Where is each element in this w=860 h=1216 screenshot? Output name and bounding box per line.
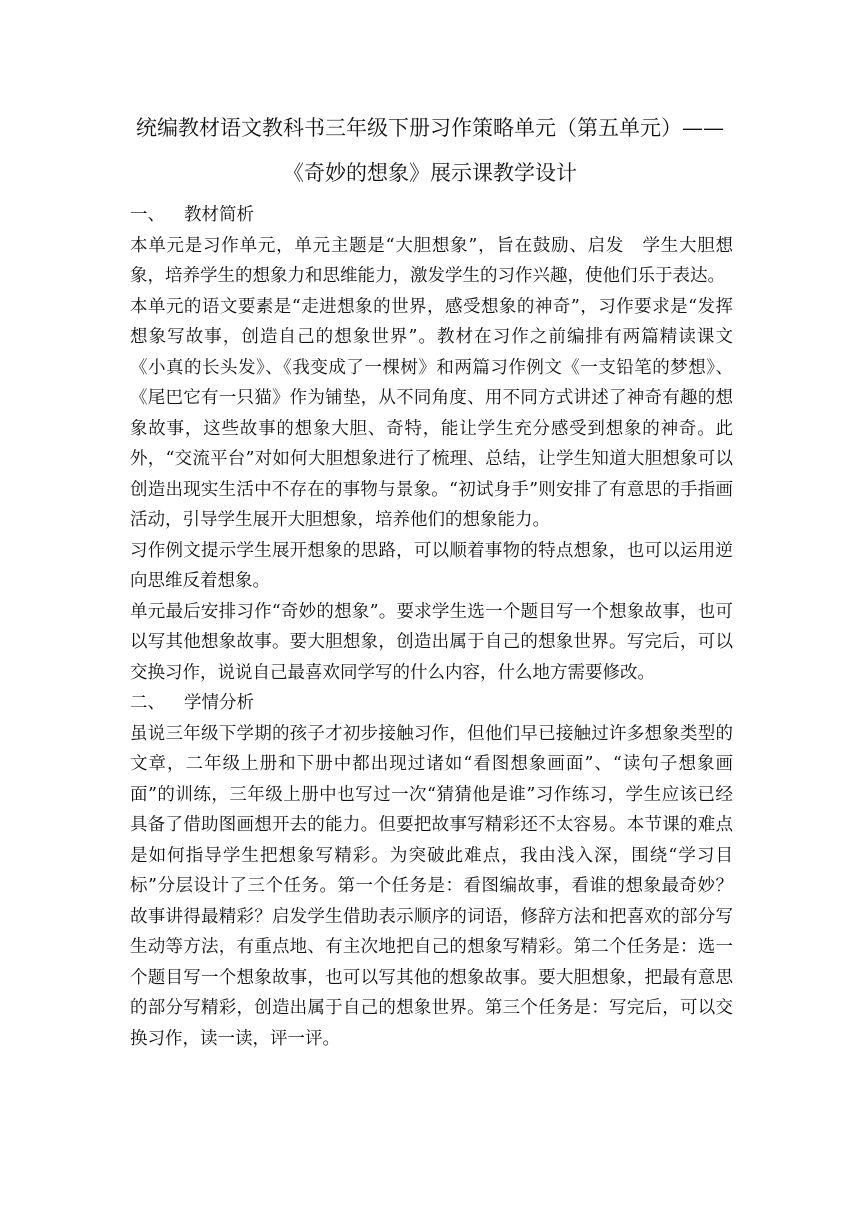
section-heading-text-2: 学情分析 xyxy=(184,693,254,713)
paragraph: 单元最后安排习作“奇妙的想象”。要求学生选一个题目写一个想象故事，也可以写其他想象故事。要大胆想象，创造出属于自己的想象世界。写完后，可以交换习作，说说自己最喜欢同学写的什么内容，什么地方需要修改。 xyxy=(130,601,733,683)
document-body xyxy=(130,200,733,1054)
section-heading-1 xyxy=(130,200,733,231)
section-number-1: 一、 xyxy=(130,205,165,225)
paragraph: 本单元是习作单元，单元主题是“大胆想象”，旨在鼓励、启发 学生大胆想象，培养学生的想象力和思维能力，激发学生的习作兴趣，使他们乐于表达。 xyxy=(130,235,733,286)
document-title-line-2: 《奇妙的想象》展示课教学设计 xyxy=(283,161,577,185)
paragraph: 本单元的语文要素是“走进想象的世界，感受想象的神奇”，习作要求是“发挥想象写故事，创造自己的想象世界”。教材在习作之前编排有两篇精读课文《小真的长头发》、《我变成了一棵树》和两篇习作例文《一支铅笔的梦想》、《尾巴它有一只猫》作为铺垫，从不同角度、用不同方式讲述了神奇有趣的想象故事，这些故事的想象大胆、奇特，能让学生充分感受到想象的神奇。此外，“交流平台”对如何大胆想象进行了梳理、总结，让学生知道大胆想象可以创造出现实生活中不存在的事物与景象。“初试身手”则安排了有意思的手指画活动，引导学生展开大胆想象，培养他们的想象能力。 xyxy=(130,296,733,530)
paragraph: 虽说三年级下学期的孩子才初步接触习作，但他们早已接触过许多想象类型的文章，二年级上册和下册中都出现过诸如“看图想象画面”、“读句子想象画面”的训练，三年级上册中也写过一次“猜猜他是谁”习作练习，学生应该已经具备了借助图画想开去的能力。但要把故事写精彩还不太容易。本节课的难点是如何指导学生把想象写精彩。为突破此难点，我由浅入深，围绕“学习目标”分层设计了三个任务。第一个任务是：看图编故事，看谁的想象最奇妙？故事讲得最精彩？启发学生借助表示顺序的词语，修辞方法和把喜欢的部分写生动等方法，有重点地、有主次地把自己的想象写精彩。第二个任务是：选一个题目写一个想象故事，也可以写其他的想象故事。要大胆想象，把最有意思的部分写精彩，创造出属于自己的想象世界。第三个任务是：写完后，可以交换习作，读一读，评一评。 xyxy=(130,723,733,1049)
section-heading-text-1: 教材简析 xyxy=(184,205,254,225)
section-number-2: 二、 xyxy=(130,693,165,713)
paragraph: 习作例文提示学生展开想象的思路，可以顺着事物的特点想象，也可以运用逆向思维反着想象。 xyxy=(130,540,733,591)
document-title-line-1: 统编教材语文教科书三年级下册习作策略单元（第五单元）—— xyxy=(136,116,724,140)
section-heading-2 xyxy=(130,688,733,719)
